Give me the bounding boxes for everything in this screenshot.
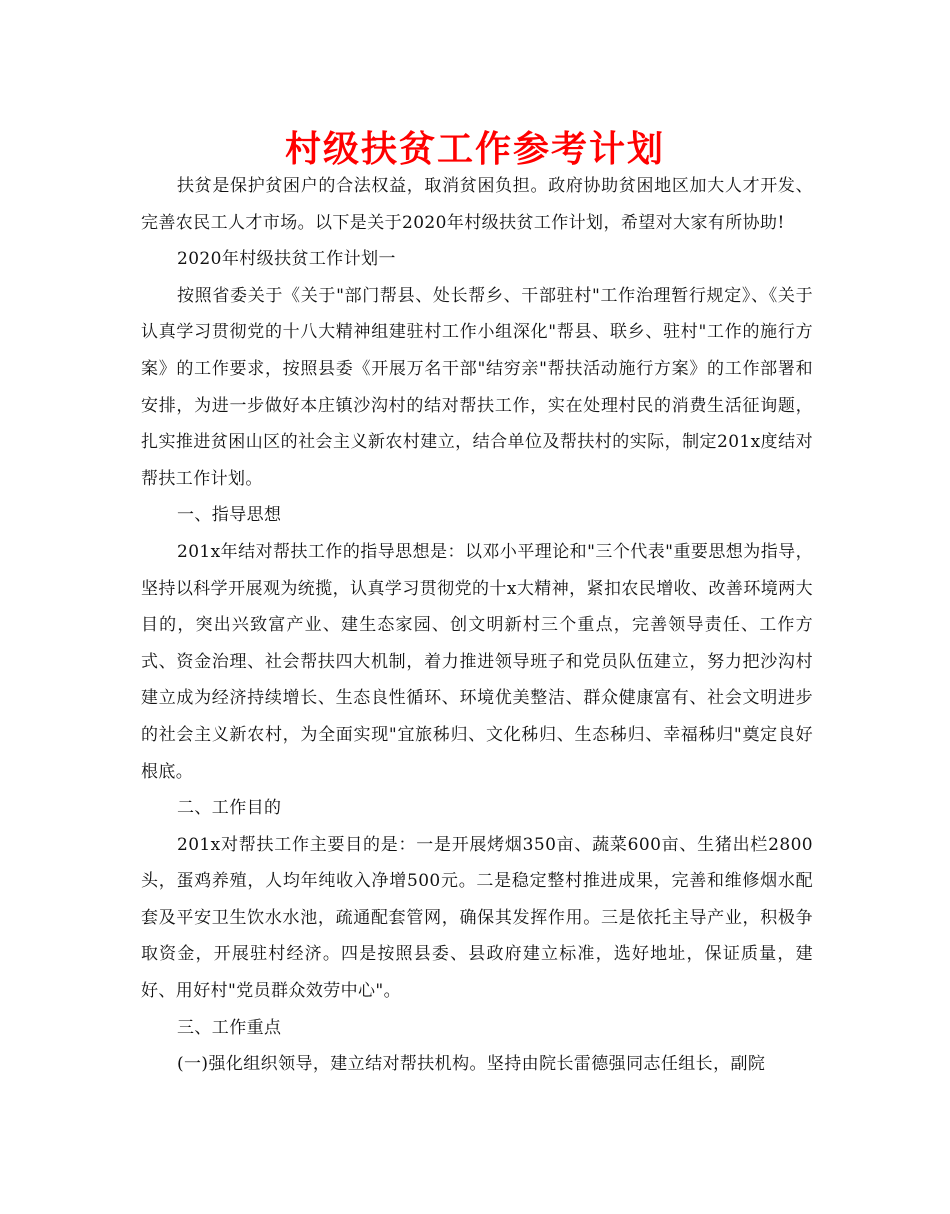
work-focus-item-1: (一)强化组织领导，建立结对帮扶机构。坚持由院长雷德强同志任组长，副院 [177, 1054, 766, 1075]
plan-heading: 2020年村级扶贫工作计划一 [177, 249, 396, 270]
section-heading-work-goals: 二、工作目的 [177, 798, 282, 819]
intro-paragraph: 扶贫是保护贫困户的合法权益，取消贫困负担。政府协助贫困地区加大人才开发、完善农民工人才市场。以下是关于2020年村级扶贫工作计划，希望对大家有所协助! [141, 176, 813, 233]
document-body [141, 168, 813, 1083]
background-paragraph: 按照省委关于《关于"部门帮县、处长帮乡、干部驻村"工作治理暂行规定》、《关于认真学习贯彻党的十八大精神组建驻村工作小组深化"帮县、联乡、驻村"工作的施行方案》的工作要求，按照县委《开展万名干部"结穷亲"帮扶活动施行方案》的工作部署和安排，为进一步做好本庄镇沙沟村的结对帮扶工作，实在处理村民的消费生活征询题，扎实推进贫困山区的社会主义新农村建立，结合单位及帮扶村的实际，制定201x度结对帮扶工作计划。 [141, 285, 813, 489]
section-heading-guiding-ideology: 一、指导思想 [177, 505, 282, 526]
guiding-ideology-paragraph: 201x年结对帮扶工作的指导思想是：以邓小平理论和"三个代表"重要思想为指导，坚持以科学开展观为统揽，认真学习贯彻党的十x大精神，紧扣农民增收、改善环境两大目的，突出兴致富产业、建生态家园、创文明新村三个重点，完善领导责任、工作方式、资金治理、社会帮扶四大机制，着力推进领导班子和党员队伍建立，努力把沙沟村建立成为经济持续增长、生态良性循环、环境优美整洁、群众健康富有、社会文明进步的社会主义新农村，为全面实现"宜旅秭归、文化秭归、生态秭归、幸福秭归"奠定良好根底。 [141, 541, 813, 782]
work-goals-paragraph: 201x对帮扶工作主要目的是：一是开展烤烟350亩、蔬菜600亩、生猪出栏2800头，蛋鸡养殖，人均年纯收入净增500元。二是稳定整村推进成果，完善和维修烟水配套及平安卫生饮水水池，疏通配套管网，确保其发挥作用。三是依托主导产业，积极争取资金，开展驻村经济。四是按照县委、县政府建立标准，选好地址，保证质量，建好、用好村"党员群众效劳中心"。 [141, 834, 813, 1002]
section-heading-work-focus: 三、工作重点 [177, 1017, 282, 1038]
document-title: 村级扶贫工作参考计划 [284, 129, 665, 170]
